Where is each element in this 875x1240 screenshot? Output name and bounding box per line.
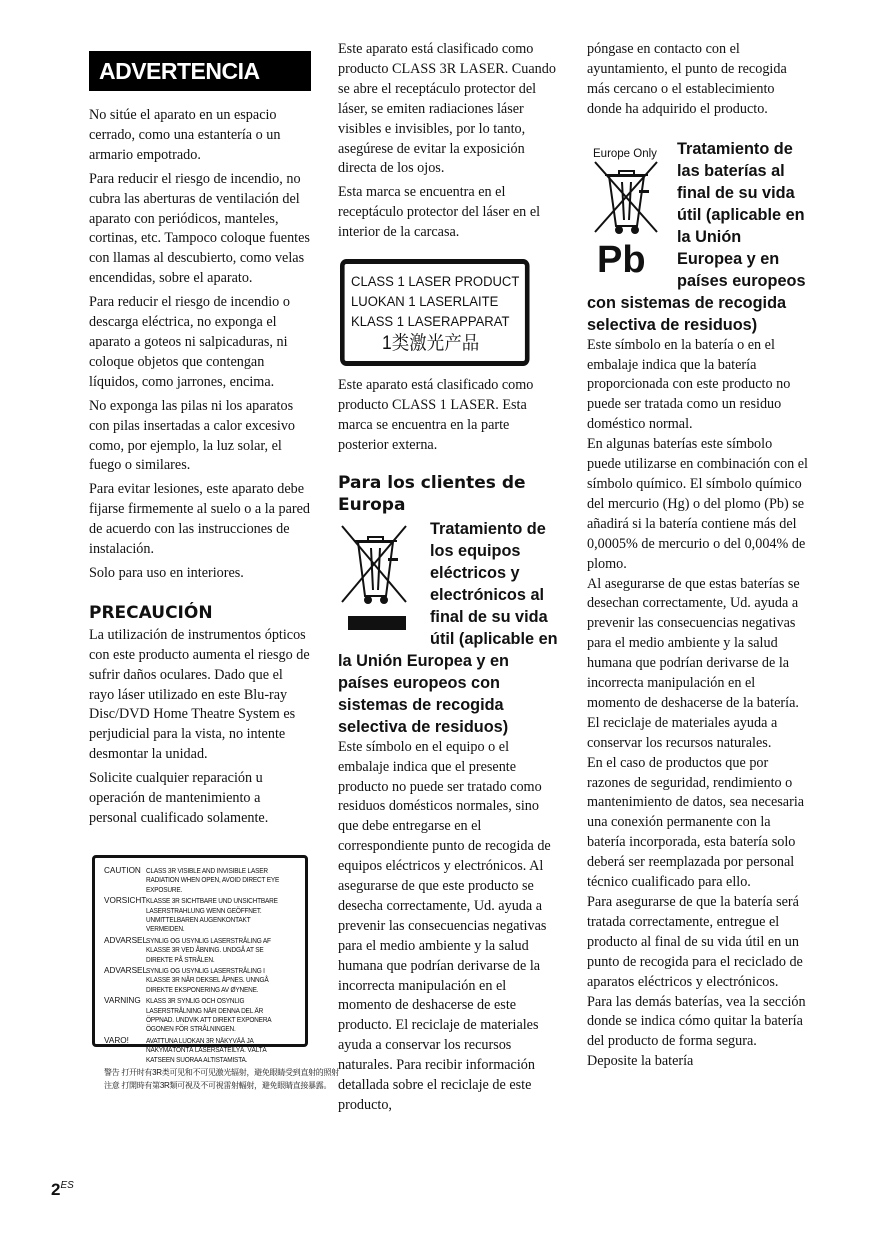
warning-key: VARNING <box>104 996 141 1006</box>
warning-key: ADVARSEL <box>104 965 148 975</box>
warning-text: AVATTUNA LUOKAN 3R NÄKYVÄÄ JA NÄKYMÄTÖNTÄ LASERSÄTEILYÄ. VÄLTÄ KATSEEN SUORAA ALTISTAMISTA. <box>146 1035 267 1064</box>
paragraph: Solicite cualquier reparación u operación de mantenimiento a personal cualificado solamente. <box>89 770 269 826</box>
column-1 <box>89 40 339 1091</box>
pb-symbol: Pb <box>597 238 646 281</box>
paragraph: Esta marca se encuentra en el receptáculo protector del láser en el interior de la carcasa. <box>338 184 541 241</box>
paragraph: No sitúe el aparato en un espacio cerrado, como una estantería o un armario empotrado. <box>89 107 281 163</box>
crossed-bin-icon <box>338 522 430 638</box>
warning-text: CLASS 3R VISIBLE AND INVISIBLE LASER RADIATION WHEN OPEN, AVOID DIRECT EYE EXPOSURE. <box>146 865 280 894</box>
crossed-bin-icon <box>338 522 410 636</box>
warning-text: KLASS 3R SYNLIG OCH OSYNLIG LASERSTRÅLNING NÄR DENNA DEL ÄR ÖPPNAD. UNDVIK ATT DIREKT EXPONERA ÖGONEN FÖR STRÅLNINGEN. <box>146 996 272 1034</box>
paragraph: Este aparato está clasificado como producto CLASS 1 LASER. Esta marca se encuentra en la parte posterior externa. <box>338 377 534 453</box>
page-number <box>51 1180 74 1200</box>
paragraph: En algunas baterías este símbolo puede utilizarse en combinación con el símbolo químico. El símbolo químico del mercurio (Hg) o del plomo (Pb) se añadirá si la batería contiene más del 0,0005% de mercurio o del 0,004% de plomo. <box>587 436 809 572</box>
warning-chinese-traditional: 注意 打開時有第3R類可視及不可視雷射輻射，避免眼睛直接暴露。 <box>104 1081 332 1091</box>
column-2 <box>338 40 560 1120</box>
paragraph: Este símbolo en el equipo o el embalaje indica que el presente producto no puede ser tratado como residuos domésticos normales, sino que debe entregarse en el correspondiente punto de recogida de equipos eléctricos y electrónicos. Al asegurarse de que este producto se desecha correctamente, Ud. ayuda a prevenir las consecuencias negativas para el medio ambiente y la salud humana que podrían derivarse de la incorrecta manipulación en el momento de deshacerse de este producto. El reciclaje de materiales ayuda a conservar los recursos naturales. Para recibir información detallada sobre el reciclaje de este producto, <box>338 738 551 1113</box>
paragraph: Para reducir el riesgo de incendio, no cubra las aberturas de ventilación del aparato con periódicos, manteles, cortinas, etc. Tampoco coloque fuentes con llamas al descubierto, como velas encendidas, sobre el aparato. <box>89 170 310 287</box>
paragraph: Para evitar lesiones, este aparato debe fijarse firmemente al suelo o a la pared de acuerdo con las instrucciones de instalación. <box>89 481 310 558</box>
warning-row <box>104 966 301 994</box>
paragraph: No exponga las pilas ni los aparatos con pilas insertadas a calor excesivo como, por ejemplo, la luz solar, el fuego o similares. <box>89 397 296 474</box>
column-3 <box>587 40 809 1072</box>
precaution-heading: PRECAUCIÓN <box>89 602 213 623</box>
language-code: ES <box>60 1180 74 1191</box>
paragraph: Para asegurarse de que la batería será tratada correctamente, entregue el producto al final de su vida útil en un punto de recogida para el reciclado de aparatos eléctricos y electrónicos. <box>587 894 803 990</box>
warning-row <box>104 996 301 1034</box>
warning-heading: ADVERTENCIA <box>89 51 311 91</box>
warning-key: CAUTION <box>104 865 141 875</box>
warning-row <box>104 896 301 934</box>
paragraph: Al asegurarse de que estas baterías se desechan correctamente, Ud. ayuda a prevenir las consecuencias negativas para el medio ambiente y la salud humana que podrían derivarse de la incorrecta manipulación en el momento de deshacerse de la batería. El reciclaje de materiales ayuda a conservar los recursos naturales. <box>587 575 800 751</box>
laser-label-line: CLASS 1 LASER PRODUCT <box>351 274 520 291</box>
laser-warning-label <box>92 855 339 1091</box>
paragraph: Este símbolo en la batería o en el embalaje indica que la batería proporcionada con este producto no puede ser tratada como un residuo doméstico normal. <box>587 336 791 433</box>
warning-row <box>104 936 301 964</box>
paragraph: En el caso de productos que por razones de seguridad, rendimiento o mantenimiento de datos, sea necesaria una conexión permanente con la batería incorporada, esta batería solo deberá ser reemplazada por personal técnico cualificado para ello. <box>587 754 805 891</box>
battery-heading: Tratamiento de las baterías al final de su vida útil (aplicable en la Unión Europea y en países europeos con sistemas de recogida selectiva de residuos) <box>587 139 806 334</box>
warning-key: ADVARSEL <box>104 935 148 945</box>
europe-heading: Para los clientes de Europa <box>338 472 526 515</box>
warning-row <box>104 866 301 894</box>
laser-label-line: KLASS 1 LASERAPPARAT <box>351 314 510 331</box>
warning-key: VARO! <box>104 1035 129 1045</box>
warning-key: VORSICHT <box>104 896 147 906</box>
paragraph: Para reducir el riesgo de incendio o descarga eléctrica, no exponga el aparato a goteos ni salpicaduras, ni coloque objetos que contengan líquidos, como jarrones, encima. <box>89 294 290 390</box>
warning-chinese-simplified: 警告 打开时有3R类可见和不可见激光辐射，避免眼睛受到直射的照射 <box>104 1068 339 1078</box>
paragraph: Este aparato está clasificado como producto CLASS 3R LASER. Cuando se abre el receptáculo protector del láser, se emiten radiaciones láser visibles e invisibles, por lo tanto, asegúrese de evitar la exposición directa de los ojos. <box>338 41 556 177</box>
warning-text: SYNLIG OG USYNLIG LASERSTRÅLING I KLASSE 3R NÅR DEKSEL ÅPNES. UNNGÅ DIREKTE EKSPONERING AV ØYNENE. <box>146 965 269 994</box>
laser-label-line: 1类激光产品 <box>382 333 480 355</box>
paragraph: Para las demás baterías, vea la sección donde se indica cómo quitar la batería del producto de forma segura. Deposite la batería <box>587 993 806 1070</box>
warning-row <box>104 1036 301 1064</box>
page-number-value: 2 <box>51 1180 61 1199</box>
battery-bin-icon <box>587 144 673 281</box>
warning-text: SYNLIG OG USYNLIG LASERSTRÅLING AF KLASSE 3R VED ÅBNING. UNDGÅ AT SE DIREKTE PÅ STRÅLEN. <box>146 935 271 964</box>
paragraph: póngase en contacto con el ayuntamiento, el punto de recogida más cercano o el establecimiento donde ha adquirido el producto. <box>587 41 787 117</box>
class1-laser-label <box>340 259 530 366</box>
europe-only-label: Europe Only <box>593 147 657 160</box>
weee-heading: Tratamiento de los equipos eléctricos y electrónicos al final de su vida útil (aplicable en la Unión Europea y en países europeos con sistemas de recogida selectiva de residuos) <box>338 519 558 736</box>
laser-label-line: LUOKAN 1 LASERLAITE <box>351 294 499 311</box>
paragraph: La utilización de instrumentos ópticos con este producto aumenta el riesgo de sufrir daños oculares. Dado que el rayo láser utilizado en este Blu-ray Disc/DVD Home Theatre System es perjudicial para la vista, no intente desmontar la unidad. <box>89 626 310 763</box>
warning-text: KLASSE 3R SICHTBARE UND UNSICHTBARE LASERSTRAHLUNG WENN GEÖFFNET. UNMITTELBAREN AUGENKONTAKT VERMEIDEN. <box>146 896 278 934</box>
battery-block <box>587 138 809 336</box>
weee-block <box>338 518 560 738</box>
paragraph: Solo para uso en interiores. <box>89 564 244 581</box>
battery-bin-icon <box>587 144 677 284</box>
